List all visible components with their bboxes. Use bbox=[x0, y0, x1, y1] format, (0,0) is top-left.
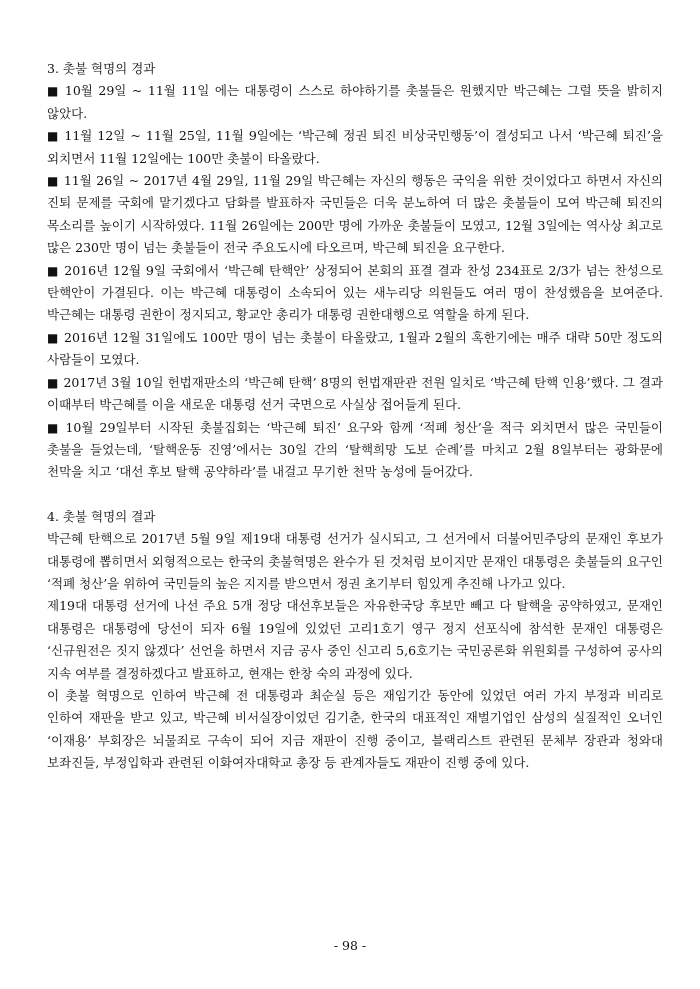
page-number: - 98 - bbox=[333, 938, 367, 953]
bullet-item-1: ■ 10월 29일 ~ 11월 11일 에는 대통령이 스스로 하야하기를 촛불들은 원했지만 박근혜는 그럴 뜻을 밝히지 않았다. bbox=[47, 80, 663, 125]
section-4-heading: 4. 촛불 혁명의 결과 bbox=[47, 508, 156, 524]
bullet-item-4: ■ 2016년 12월 9일 국회에서 ‘박근혜 탄핵안’ 상정되어 본회의 표결 결과 찬성 234표로 2/3가 넘는 찬성으로 탄핵안이 가결된다. 이는 박근혜 대통령이 소속되어 있는 새누리당 의원들도 여러 명이 찬성했음을 보여준다. 박근혜는 대통령 권한이 정지되고, 황교안 총리가 대통령 권한대행으로 역할을 하게 된다. bbox=[47, 260, 663, 327]
bullet-item-6: ■ 2017년 3월 10일 헌법재판소의 ‘박근혜 탄핵’ 8명의 헌법재판관 전원 일치로 ‘박근혜 탄핵 인용’했다. 그 결과 이때부터 박근혜를 이을 새로운 대통령 선거 국면으로 사실상 접어들게 된다. bbox=[47, 372, 663, 417]
bullet-item-7: ■ 10월 29일부터 시작된 촛불집회는 ‘박근혜 퇴진’ 요구와 함께 ‘적폐 청산’을 적극 외치면서 많은 국민들이 촛불을 들었는데, ‘탈핵운동 진영’에서는 30일 간의 ‘탈핵희망 도보 순례’를 마치고 2월 8일부터는 광화문에 천막을 치고 ‘대선 후보 탈핵 공약하라’를 내걸고 무기한 천막 농성에 들어갔다. bbox=[47, 417, 663, 484]
section-spacer bbox=[47, 484, 663, 506]
section-3 bbox=[47, 58, 663, 484]
section-3-heading: 3. 촛불 혁명의 경과 bbox=[47, 61, 156, 76]
bullet-item-2: ■ 11월 12일 ~ 11월 25일, 11월 9일에는 ‘박근혜 정권 퇴진 비상국민행동’이 결성되고 나서 ‘박근혜 퇴진’을 외치면서 11월 12일에는 100만 촛불이 타올랐다. bbox=[47, 125, 663, 170]
page-content bbox=[47, 58, 663, 775]
bullet-item-5: ■ 2016년 12월 31일에도 100만 명이 넘는 촛불이 타올랐고, 1월과 2월의 혹한기에는 매주 대략 50만 정도의 사람들이 모였다. bbox=[47, 327, 663, 372]
body-paragraph-2: 제19대 대통령 선거에 나선 주요 5개 정당 대선후보들은 자유한국당 후보만 빼고 다 탈핵을 공약하였고, 문재인 대통령은 대통령에 당선이 되자 6월 19일에 있었던 고리1호기 영구 정지 선포식에 참석한 문재인 대통령은 ‘신규원전은 짓지 않겠다’ 선언을 하면서 지금 공사 중인 신고리 5,6호기는 국민공론화 위원회를 구성하여 공사의 지속 여부를 결정하겠다고 발표하고, 현재는 한창 숙의 과정에 있다. bbox=[47, 598, 663, 681]
section-4 bbox=[47, 506, 663, 775]
body-paragraph-1: 박근혜 탄핵으로 2017년 5월 9일 제19대 대통령 선거가 실시되고, 그 선거에서 더불어민주당의 문재인 후보가 대통령에 뽑히면서 외형적으로는 한국의 촛불혁명은 완수가 된 것처럼 보이지만 문재인 대통령은 촛불들의 요구인 ‘적폐 청산’을 위하여 국민들의 높은 지지를 받으면서 정권 초기부터 힘있게 추진해 나가고 있다. bbox=[47, 531, 663, 591]
bullet-item-3: ■ 11월 26일 ~ 2017년 4월 29일, 11월 29일 박근혜는 자신의 행동은 국익을 위한 것이었다고 하면서 자신의 진퇴 문제를 국회에 맡기겠다고 담화를 발표하자 국민들은 더욱 분노하여 더 많은 촛불들이 모여 박근혜 퇴진의 목소리를 높이기 시작하였다. 11월 26일에는 200만 명에 가까운 촛불들이 모였고, 12월 3일에는 역사상 최고로 많은 230만 명이 넘는 촛불들이 전국 주요도시에 타오르며, 박근혜 퇴진을 요구한다. bbox=[47, 170, 663, 260]
body-paragraph-3: 이 촛불 혁명으로 인하여 박근혜 전 대통령과 최순실 등은 재임기간 동안에 있었던 여러 가지 부정과 비리로 인하여 재판을 받고 있고, 박근혜 비서실장이었던 김기춘, 한국의 대표적인 재벌기업인 삼성의 실질적인 오너인 ‘이재용’ 부회장은 뇌물죄로 구속이 되어 지금 재판이 진행 중이고, 블랙리스트 관련된 문체부 장관과 청와대 보좌진들, 부정입학과 관련된 이화여자대학교 총장 등 관계자들도 재판이 진행 중에 있다. bbox=[47, 687, 663, 771]
